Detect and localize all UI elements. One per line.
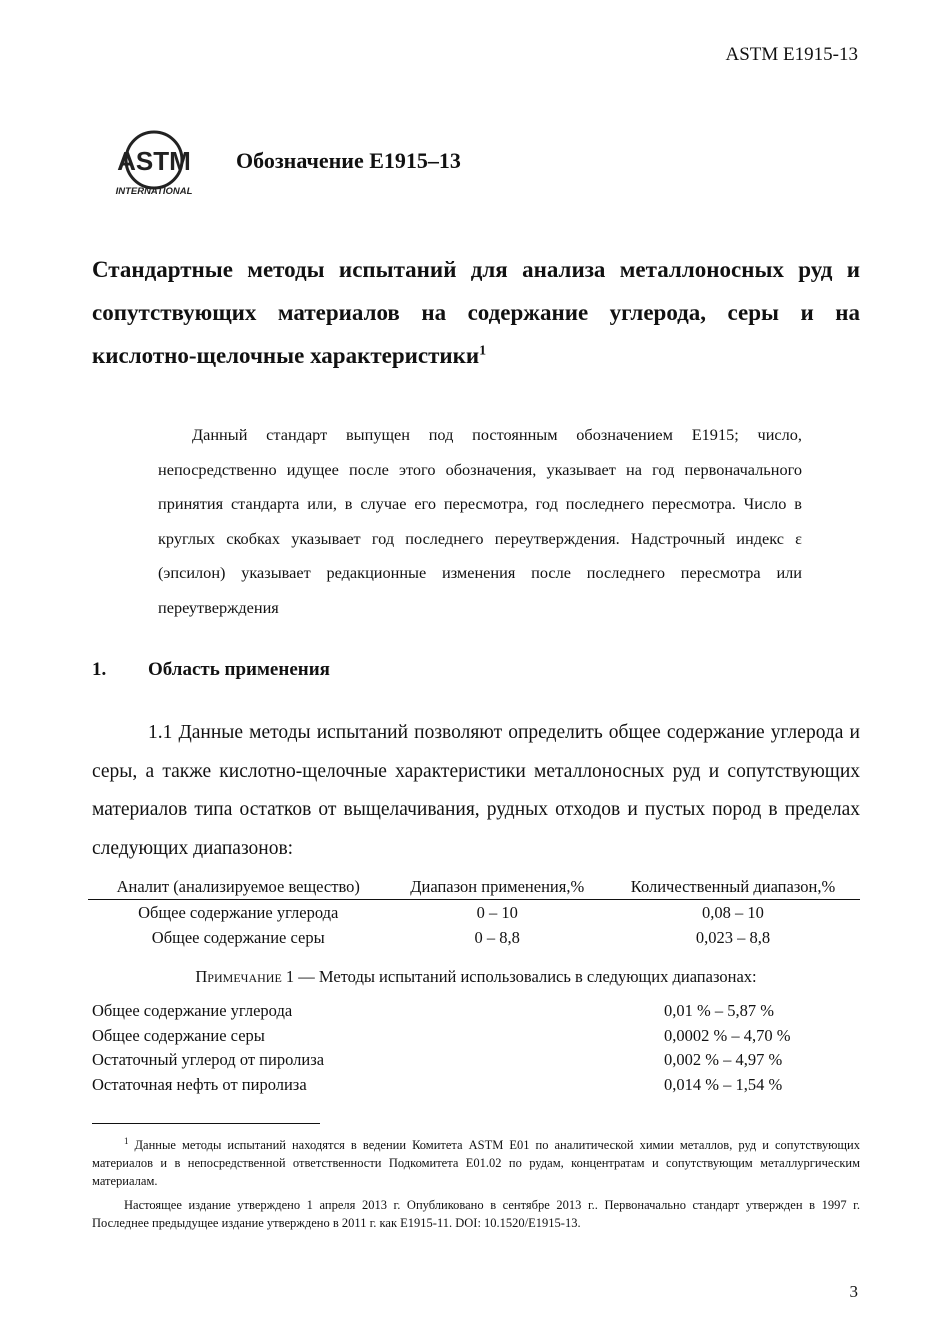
note-1 xyxy=(92,967,860,987)
note-label: Примечание 1 xyxy=(195,967,295,986)
list-item xyxy=(88,999,832,1024)
table-cell: 0 – 10 xyxy=(476,902,518,922)
page-number: 3 xyxy=(849,1282,858,1301)
title-text: Стандартные методы испытаний для анализа металлоносных руд и сопутствующих материалов на содержание углерода, серы и на кислотно-щелочные характеристики xyxy=(92,257,860,368)
range-table-header: Аналит (анализируемое вещество) xyxy=(88,875,388,900)
header-doc-id: ASTM E1915-13 xyxy=(725,44,858,65)
table-cell: 0,023 – 8,8 xyxy=(695,927,771,947)
range-table-header: Количественный диапазон,% xyxy=(606,875,860,900)
paragraph-1-1: 1.1 Данные методы испытаний позволяют определить общее содержание углерода и серы, а также кислотно-щелочные характеристики металлоносных руд и сопутствующих материалов типа остатков от выщелачивания, рудных отходов и пустых пород в пределах следующих диапазонов: xyxy=(92,722,860,859)
footnote-mark: 1 xyxy=(124,1135,129,1146)
range-table-header: Диапазон применения,% xyxy=(388,875,606,900)
note-text: — Методы испытаний использовались в следующих диапазонах: xyxy=(294,967,757,986)
table-cell: Общее содержание серы xyxy=(151,927,325,947)
analyte-range: 0,0002 % – 4,70 % xyxy=(664,1025,791,1045)
document-title xyxy=(92,248,860,377)
svg-text:INTERNATIONAL: INTERNATIONAL xyxy=(115,186,193,196)
astm-logo xyxy=(112,126,196,196)
table-row xyxy=(88,900,860,926)
section-1-heading xyxy=(92,659,330,681)
analyte-name: Остаточный углерод от пиролиза xyxy=(92,1050,325,1070)
analyte-range: 0,01 % – 5,87 % xyxy=(664,1001,774,1021)
designation-heading: Обозначение E1915–13 xyxy=(236,148,461,173)
footnote-1 xyxy=(92,1136,860,1190)
analyte-name: Остаточная нефть от пиролиза xyxy=(92,1074,307,1094)
analyte-name: Общее содержание серы xyxy=(92,1025,265,1045)
table-cell: 0 – 8,8 xyxy=(474,927,520,947)
list-item xyxy=(88,1073,832,1098)
used-ranges-list xyxy=(88,999,832,1097)
section-number: 1. xyxy=(92,659,107,680)
svg-text:ASTM: ASTM xyxy=(117,146,191,176)
table-cell: Общее содержание углерода xyxy=(138,902,339,922)
standard-notice: Данный стандарт выпущен под постоянным обозначением E1915; число, непосредственно идущее после этого обозначения, указывает на год первоначального принятия стандарта или, в случае его пересмотра, год последнего пересмотра. Число в круглых скобках указывает год последнего переутверждения. Надстрочный индекс ε (эпсилон) указывает редакционные изменения после последнего пересмотра или переутверждения xyxy=(158,425,802,617)
footnote-edition: Настоящее издание утверждено 1 апреля 2013 г. Опубликовано в сентябре 2013 г.. Первоначально стандарт утвержден в 1997 г. Последнее предыдущее издание утверждено в 2011 г. как E1915-11. DOI: 10.1520/E1915-13. xyxy=(92,1198,860,1230)
title-footnote-mark: 1 xyxy=(479,343,487,359)
footnote-text: Данные методы испытаний находятся в ведении Комитета ASTM E01 по аналитической химии металлов, руд и сопутствующих материалов и в непосредственной ответственности Подкомитета E01.02 по рудам, концентратам и сопутствующим металлургическим материалам. xyxy=(92,1138,860,1188)
analyte-range: 0,014 % – 1,54 % xyxy=(664,1074,783,1094)
analyte-range: 0,002 % – 4,97 % xyxy=(664,1050,783,1070)
section-title: Область применения xyxy=(148,659,330,680)
list-item xyxy=(88,1048,832,1073)
list-item xyxy=(88,1024,832,1049)
table-row xyxy=(88,925,860,950)
footnote-divider xyxy=(92,1123,320,1124)
table-cell: 0,08 – 10 xyxy=(702,902,764,922)
analyte-name: Общее содержание углерода xyxy=(92,1001,293,1021)
range-table xyxy=(88,875,860,950)
